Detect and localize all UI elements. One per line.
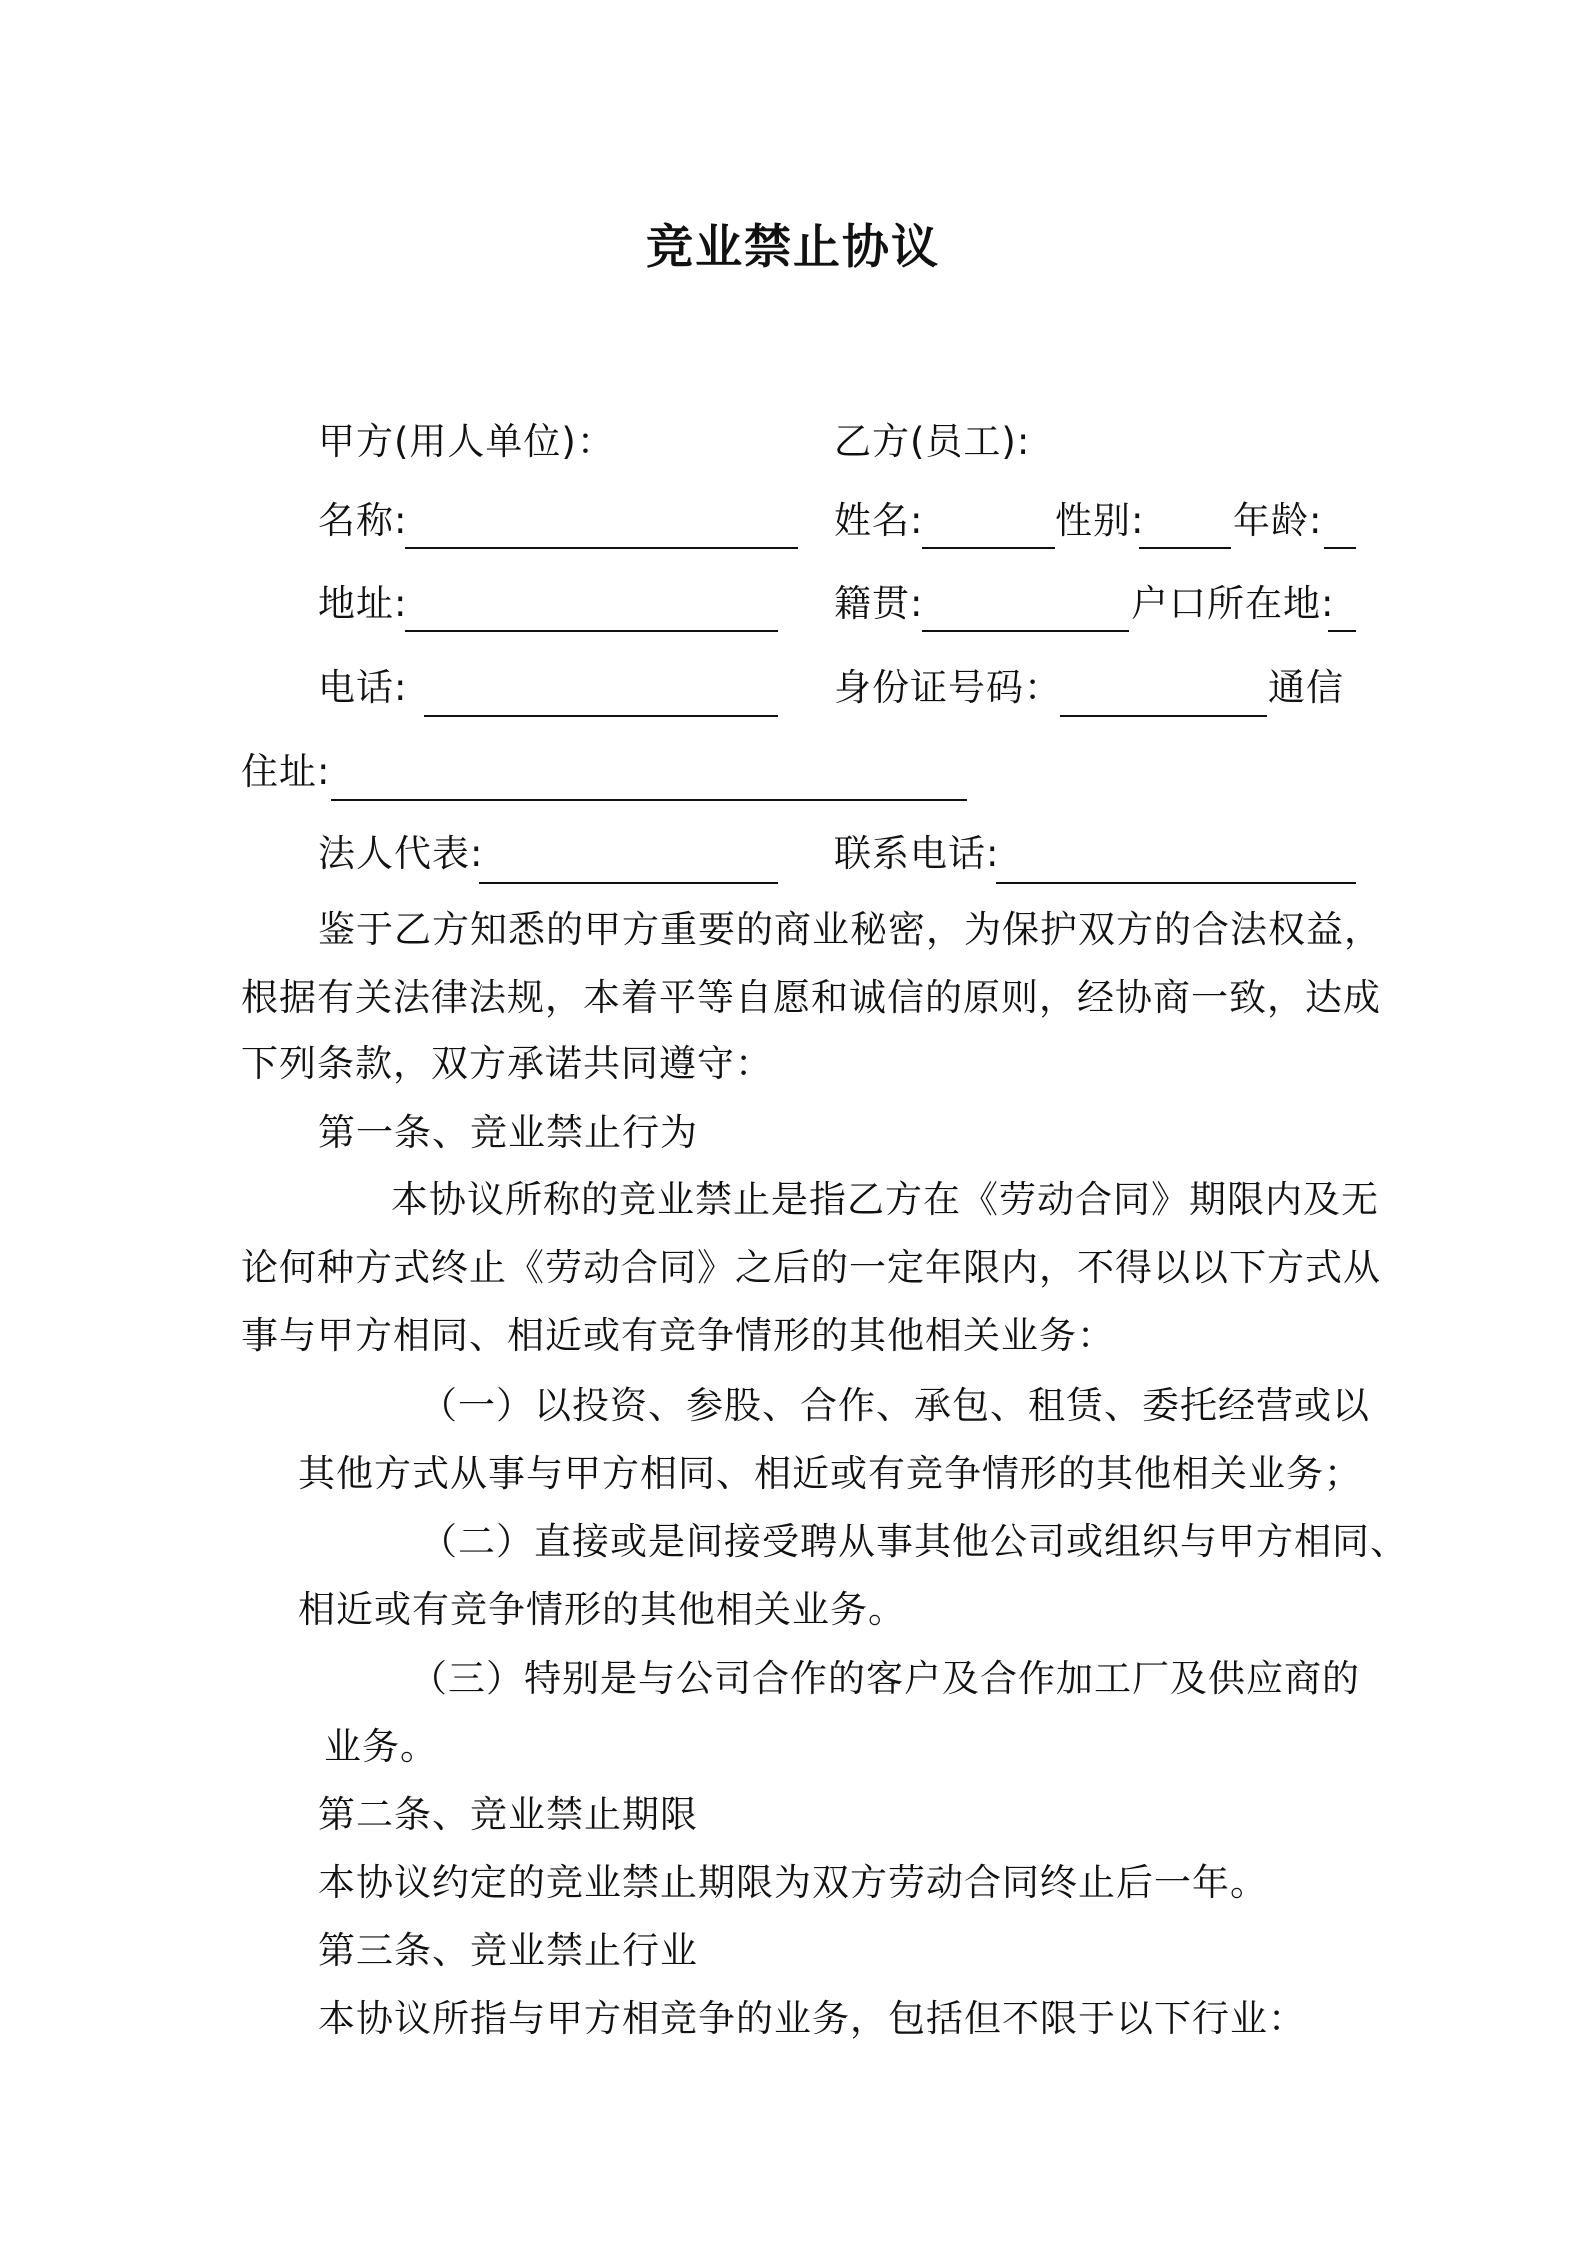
native-place-field[interactable]	[922, 630, 1129, 632]
article-1-item-3: （三）特别是与公司合作的客户及合作加工厂及供应商的	[410, 1657, 1360, 1700]
company-name-field[interactable]	[405, 547, 798, 549]
native-place-label: 籍贯:	[834, 582, 924, 625]
article-3-body: 本协议所指与甲方相竞争的业务，包括但不限于以下行业：	[318, 1997, 1306, 2040]
comm-label: 通信	[1268, 666, 1344, 709]
preamble-line: 根据有关法律法规，本着平等自愿和诚信的原则，经协商一致，达成	[241, 976, 1381, 1019]
id-number-label: 身份证号码：	[834, 666, 1062, 709]
article-1-heading: 第一条、竞业禁止行为	[318, 1111, 698, 1154]
contact-phone-field[interactable]	[996, 882, 1356, 884]
employee-name-field[interactable]	[922, 547, 1055, 549]
article-1-body-line: 论何种方式终止《劳动合同》之后的一定年限内，不得以以下方式从	[241, 1246, 1381, 1289]
contact-phone-label: 联系电话:	[834, 832, 1000, 875]
gender-field[interactable]	[1139, 547, 1231, 549]
id-number-field[interactable]	[1060, 715, 1267, 717]
phone-label: 电话:	[318, 666, 408, 709]
document-title: 竞业禁止协议	[646, 220, 940, 275]
hukou-label: 户口所在地:	[1131, 582, 1335, 625]
gender-label: 性别:	[1055, 499, 1145, 542]
article-1-item-2-cont: 相近或有竞争情形的其他相关业务。	[298, 1588, 906, 1631]
party-b-label: 乙方(员工):	[834, 420, 1031, 463]
preamble-line: 鉴于乙方知悉的甲方重要的商业秘密，为保护双方的合法权益，	[318, 908, 1382, 951]
article-1-item-3-cont: 业务。	[324, 1725, 438, 1768]
company-name-label: 名称:	[318, 499, 408, 542]
article-1-body-line: 本协议所称的竞业禁止是指乙方在《劳动合同》期限内及无	[391, 1178, 1379, 1221]
article-2-body: 本协议约定的竞业禁止期限为双方劳动合同终止后一年。	[318, 1861, 1268, 1904]
article-1-body-line: 事与甲方相同、相近或有竞争情形的其他相关业务：	[241, 1314, 1115, 1357]
article-3-heading: 第三条、竞业禁止行业	[318, 1929, 698, 1972]
legal-rep-field[interactable]	[479, 882, 778, 884]
party-a-label: 甲方(用人单位)：	[318, 420, 615, 463]
article-1-item-2: （二）直接或是间接受聘从事其他公司或组织与甲方相同、	[420, 1520, 1408, 1563]
age-field[interactable]	[1324, 547, 1356, 549]
residence-label: 住址:	[241, 750, 331, 793]
preamble-line: 下列条款，双方承诺共同遵守：	[241, 1042, 773, 1085]
age-label: 年龄:	[1233, 499, 1323, 542]
residence-field[interactable]	[331, 799, 967, 801]
phone-field[interactable]	[424, 715, 778, 717]
article-1-item-1: （一）以投资、参股、合作、承包、租赁、委托经营或以	[420, 1384, 1370, 1427]
article-1-item-1-cont: 其他方式从事与甲方相同、相近或有竞争情形的其他相关业务；	[298, 1452, 1362, 1495]
address-label: 地址:	[318, 582, 408, 625]
legal-rep-label: 法人代表:	[318, 832, 484, 875]
address-field[interactable]	[405, 630, 778, 632]
hukou-field[interactable]	[1328, 630, 1356, 632]
article-2-heading: 第二条、竞业禁止期限	[318, 1793, 698, 1836]
employee-name-label: 姓名:	[834, 499, 924, 542]
